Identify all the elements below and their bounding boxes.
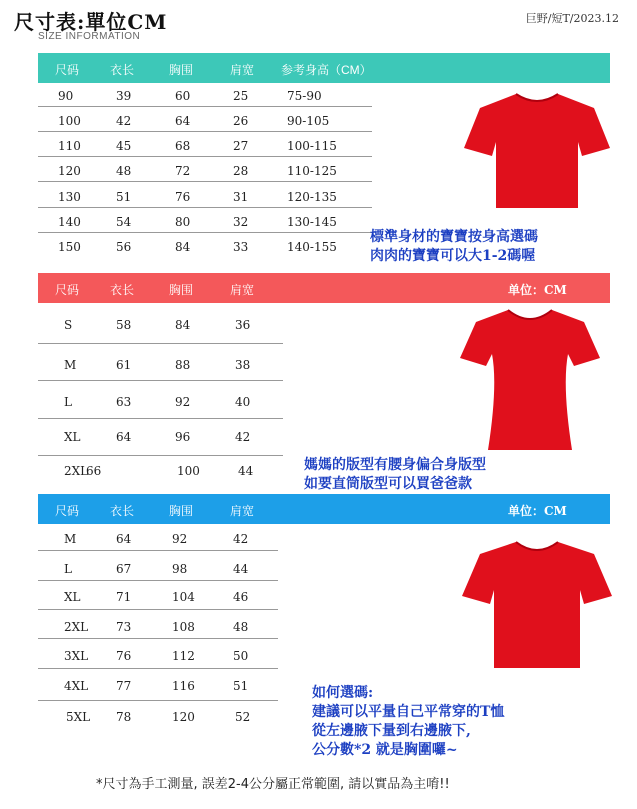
col-chest: 胸围 xyxy=(169,283,194,297)
col-length: 衣长 xyxy=(110,283,135,297)
cell-length: 71 xyxy=(116,590,132,604)
row-divider xyxy=(38,550,278,551)
cell-shoulder: 38 xyxy=(235,358,251,372)
col-length: 衣长 xyxy=(110,63,135,77)
row-divider xyxy=(38,418,283,419)
cell-length: 39 xyxy=(116,89,132,103)
cell-shoulder: 52 xyxy=(235,710,251,724)
col-shoulder: 肩宽 xyxy=(230,63,255,77)
cell-length: 63 xyxy=(116,395,132,409)
row-divider xyxy=(38,638,278,639)
cell-chest: 80 xyxy=(175,215,191,229)
note-line: 建議可以平量自己平常穿的T恤 xyxy=(312,704,505,720)
cell-shoulder: 27 xyxy=(233,139,249,153)
cell-shoulder: 33 xyxy=(233,240,249,254)
row-divider xyxy=(38,207,372,208)
cell-size: 90 xyxy=(58,89,74,103)
men-note xyxy=(312,684,504,760)
col-shoulder: 肩宽 xyxy=(230,283,255,297)
row-divider xyxy=(38,700,278,701)
cell-shoulder: 40 xyxy=(235,395,251,409)
cell-chest: 60 xyxy=(175,89,191,103)
women-table-header xyxy=(38,273,610,303)
cell-chest: 84 xyxy=(175,318,191,332)
cell-chest: 98 xyxy=(172,562,188,576)
page-title: 尺寸表:單位CM xyxy=(14,10,168,34)
row-divider xyxy=(38,609,278,610)
note-line: 媽媽的版型有腰身偏合身版型 xyxy=(304,457,486,473)
cell-height: 75-90 xyxy=(287,89,322,103)
row-divider xyxy=(38,455,283,456)
cell-shoulder: 26 xyxy=(233,114,249,128)
cell-chest: 72 xyxy=(175,164,191,178)
col-size: 尺码 xyxy=(55,63,80,77)
note-line: 標準身材的寶寶按身高選碼 xyxy=(370,229,538,245)
cell-chest: 92 xyxy=(172,532,188,546)
col-size: 尺码 xyxy=(55,504,80,518)
col-height: 参考身高（CM） xyxy=(281,63,372,77)
cell-length: 64 xyxy=(116,532,132,546)
cell-shoulder: 31 xyxy=(233,190,249,204)
row-divider xyxy=(38,106,372,107)
women-note xyxy=(304,456,486,494)
col-chest: 胸围 xyxy=(169,504,194,518)
cell-chest: 112 xyxy=(172,649,195,663)
cell-chest: 116 xyxy=(172,679,195,693)
cell-size: L xyxy=(64,395,72,409)
unit-label: 单位：CM xyxy=(508,504,567,518)
cell-size: 110 xyxy=(58,139,81,153)
cell-size: XL xyxy=(64,590,81,604)
note-line: 如何選碼: xyxy=(312,685,374,701)
brand-label: 巨野/短T/2023.12 xyxy=(525,12,619,25)
row-divider xyxy=(38,343,283,344)
kids-note xyxy=(370,228,538,266)
kids-table-header xyxy=(38,53,610,83)
cell-length: 58 xyxy=(116,318,132,332)
cell-size: M xyxy=(64,358,77,372)
col-size: 尺码 xyxy=(55,283,80,297)
cell-shoulder: 46 xyxy=(233,590,249,604)
cell-size: L xyxy=(64,562,72,576)
row-divider xyxy=(38,131,372,132)
row-divider xyxy=(38,181,372,182)
note-line: 肉肉的寶寶可以大1-2碼喔 xyxy=(370,248,536,264)
cell-length: 67 xyxy=(116,562,132,576)
cell-chest: 100 xyxy=(177,464,200,478)
note-line: 從左邊腋下量到右邊腋下, xyxy=(312,723,471,739)
tshirt-image xyxy=(462,538,612,670)
row-divider xyxy=(38,232,372,233)
cell-height: 120-135 xyxy=(287,190,337,204)
cell-size: S xyxy=(64,318,73,332)
note-line: 公分數*2 就是胸圍囉~ xyxy=(312,742,458,758)
cell-length: 78 xyxy=(116,710,132,724)
cell-length: 77 xyxy=(116,679,132,693)
unit-label: 单位：CM xyxy=(508,283,567,297)
cell-length: 48 xyxy=(116,164,132,178)
cell-size: 5XL xyxy=(66,710,91,724)
cell-shoulder: 42 xyxy=(233,532,249,546)
men-table-header xyxy=(38,494,610,524)
cell-height: 140-155 xyxy=(287,240,337,254)
cell-length: 56 xyxy=(116,240,132,254)
cell-size: 100 xyxy=(58,114,81,128)
page-subtitle: SIZE INFORMATION xyxy=(38,31,141,42)
cell-size: XL xyxy=(64,430,81,444)
cell-shoulder: 36 xyxy=(235,318,251,332)
tshirt-image xyxy=(460,306,600,452)
col-length: 衣长 xyxy=(110,504,135,518)
cell-shoulder: 42 xyxy=(235,430,251,444)
cell-height: 90-105 xyxy=(287,114,330,128)
note-line: 如要直筒版型可以買爸爸款 xyxy=(304,476,472,492)
cell-chest: 96 xyxy=(175,430,191,444)
cell-chest: 84 xyxy=(175,240,191,254)
cell-shoulder: 50 xyxy=(233,649,249,663)
cell-length: 76 xyxy=(116,649,132,663)
cell-size: M xyxy=(64,532,77,546)
cell-chest: 76 xyxy=(175,190,191,204)
cell-size: 4XL xyxy=(64,679,89,693)
cell-height: 130-145 xyxy=(287,215,337,229)
cell-size: 2XL xyxy=(64,620,89,634)
cell-shoulder: 28 xyxy=(233,164,249,178)
cell-shoulder: 51 xyxy=(233,679,249,693)
cell-length: 66 xyxy=(86,464,102,478)
cell-chest: 120 xyxy=(172,710,195,724)
cell-size: 150 xyxy=(58,240,81,254)
cell-shoulder: 48 xyxy=(233,620,249,634)
cell-size: 140 xyxy=(58,215,81,229)
cell-length: 42 xyxy=(116,114,132,128)
cell-size: 3XL xyxy=(64,649,89,663)
cell-height: 110-125 xyxy=(287,164,337,178)
cell-chest: 108 xyxy=(172,620,195,634)
cell-size: 130 xyxy=(58,190,81,204)
cell-shoulder: 25 xyxy=(233,89,249,103)
cell-length: 45 xyxy=(116,139,132,153)
cell-chest: 68 xyxy=(175,139,191,153)
cell-chest: 64 xyxy=(175,114,191,128)
cell-length: 61 xyxy=(116,358,132,372)
tshirt-image xyxy=(464,90,610,210)
cell-size: 2XL xyxy=(64,464,89,478)
cell-chest: 104 xyxy=(172,590,195,604)
cell-shoulder: 44 xyxy=(238,464,254,478)
cell-shoulder: 44 xyxy=(233,562,249,576)
footer-disclaimer: *尺寸為手工測量, 誤差2-4公分屬正常範圍, 請以實品為主唷!! xyxy=(96,777,450,792)
cell-length: 73 xyxy=(116,620,132,634)
cell-shoulder: 32 xyxy=(233,215,249,229)
row-divider xyxy=(38,580,278,581)
cell-size: 120 xyxy=(58,164,81,178)
cell-height: 100-115 xyxy=(287,139,337,153)
col-chest: 胸围 xyxy=(169,63,194,77)
cell-length: 64 xyxy=(116,430,132,444)
row-divider xyxy=(38,668,278,669)
cell-length: 54 xyxy=(116,215,132,229)
row-divider xyxy=(38,156,372,157)
col-shoulder: 肩宽 xyxy=(230,504,255,518)
row-divider xyxy=(38,380,283,381)
cell-chest: 92 xyxy=(175,395,191,409)
cell-chest: 88 xyxy=(175,358,191,372)
cell-length: 51 xyxy=(116,190,132,204)
